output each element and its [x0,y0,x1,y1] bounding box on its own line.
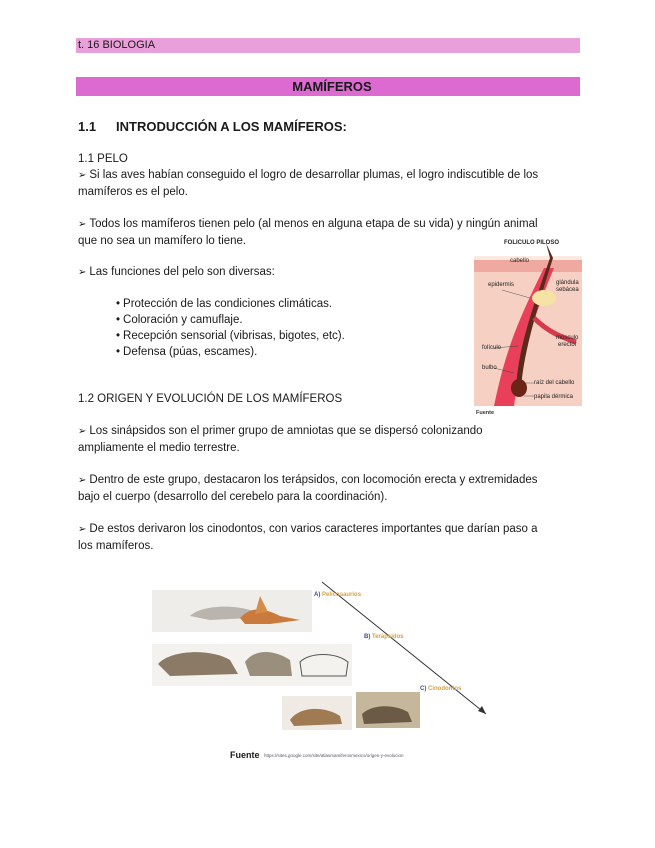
arrow-bullet-icon: ➢ [78,170,87,181]
label-glandula: glándula [556,280,579,286]
list-item: • Protección de las condiciones climáticas. [116,296,345,312]
paragraph-pelo-1 [78,167,578,200]
evolution-figure [150,578,490,750]
label-prefix: B) [364,634,371,640]
label-prefix: A) [314,592,321,598]
running-header: t. 16 BIOLOGIA [76,38,580,53]
arrow-bullet-icon: ➢ [78,219,87,230]
hair-follicle-illustration [474,238,582,420]
list-item: • Recepción sensorial (vibrisas, bigotes, etc). [116,328,345,344]
label-text: Cinodontos [428,686,462,692]
arrow-bullet-icon: ➢ [78,426,87,437]
section-title: INTRODUCCIÓN A LOS MAMÍFEROS: [116,119,347,134]
label-terapsidos [364,634,404,640]
paragraph-text: ampliamente el medio terrestre. [78,442,240,454]
subsection-title-origen: 1.2 ORIGEN Y EVOLUCIÓN DE LOS MAMÍFEROS [78,393,343,405]
paragraph-text: Los sinápsidos son el primer grupo de amniotas que se dispersó colonizando [89,425,483,437]
label-erector: erector [558,342,577,348]
label-raiz: raíz del cabello [534,380,575,386]
paragraph-text: Las funciones del pelo son diversas: [89,266,275,278]
label-papila: papila dérmica [534,394,574,400]
figure-title: FOLICULO PILOSO [504,240,559,246]
list-item: • Defensa (púas, escames). [116,344,345,360]
label-text: Pelicosaurios [322,592,362,598]
label-sebacea: sebácea [556,287,579,293]
paragraph-text: Dentro de este grupo, destacaron los terápsidos, con locomoción erecta y extremidades [89,474,538,486]
subsection-title-pelo: 1.1 PELO [78,153,128,165]
paragraph-text: mamíferos es el pelo. [78,186,188,198]
evolution-figure-source-label: Fuente [230,750,260,760]
figure-source-label: Fuente [476,410,495,416]
label-musculo: músculo [556,335,579,341]
list-item: • Coloración y camuflaje. [116,312,345,328]
paragraph-pelo-3 [78,264,458,281]
label-foliculo: folículo [482,345,502,351]
hair-functions-list [116,296,345,360]
page-title: MAMÍFEROS [76,77,580,96]
paragraph-text: bajo el cuerpo (desarrollo del cerebelo para la coordinación). [78,491,388,503]
paragraph-origen-1 [78,423,578,456]
arrow-bullet-icon: ➢ [78,524,87,535]
paragraph-text: los mamíferos. [78,540,154,552]
arrow-bullet-icon: ➢ [78,267,87,278]
section-number: 1.1 [78,119,97,134]
label-pelicosaurios [314,592,361,598]
label-text: Terápsidos [372,634,404,640]
paragraph-text: que no sea un mamífero lo tiene. [78,235,247,247]
paragraph-origen-2 [78,472,578,505]
evolution-illustration [150,578,490,750]
paragraph-text: Todos los mamíferos tienen pelo (al menos en alguna etapa de su vida) y ningún animal [89,218,538,230]
section-heading [78,119,347,134]
label-bulbo: bulbo [482,365,497,371]
label-cabello: cabello [510,258,530,264]
arrow-bullet-icon: ➢ [78,475,87,486]
hair-follicle-figure [474,238,582,420]
paragraph-text: Si las aves habían conseguido el logro de desarrollar plumas, el logro indiscutible de los [89,169,539,181]
paragraph-origen-3 [78,521,578,554]
label-prefix: C) [420,686,427,692]
evolution-figure-source-url[interactable]: https://sites.google.com/site/atlasmamiferosmexico/origen-y-evolucion [264,753,404,758]
paragraph-text: De estos derivaron los cinodontos, con varios caracteres importantes que darían paso a [89,523,538,535]
label-epidermis: epidermis [488,282,515,288]
label-cinodontos [420,686,461,692]
